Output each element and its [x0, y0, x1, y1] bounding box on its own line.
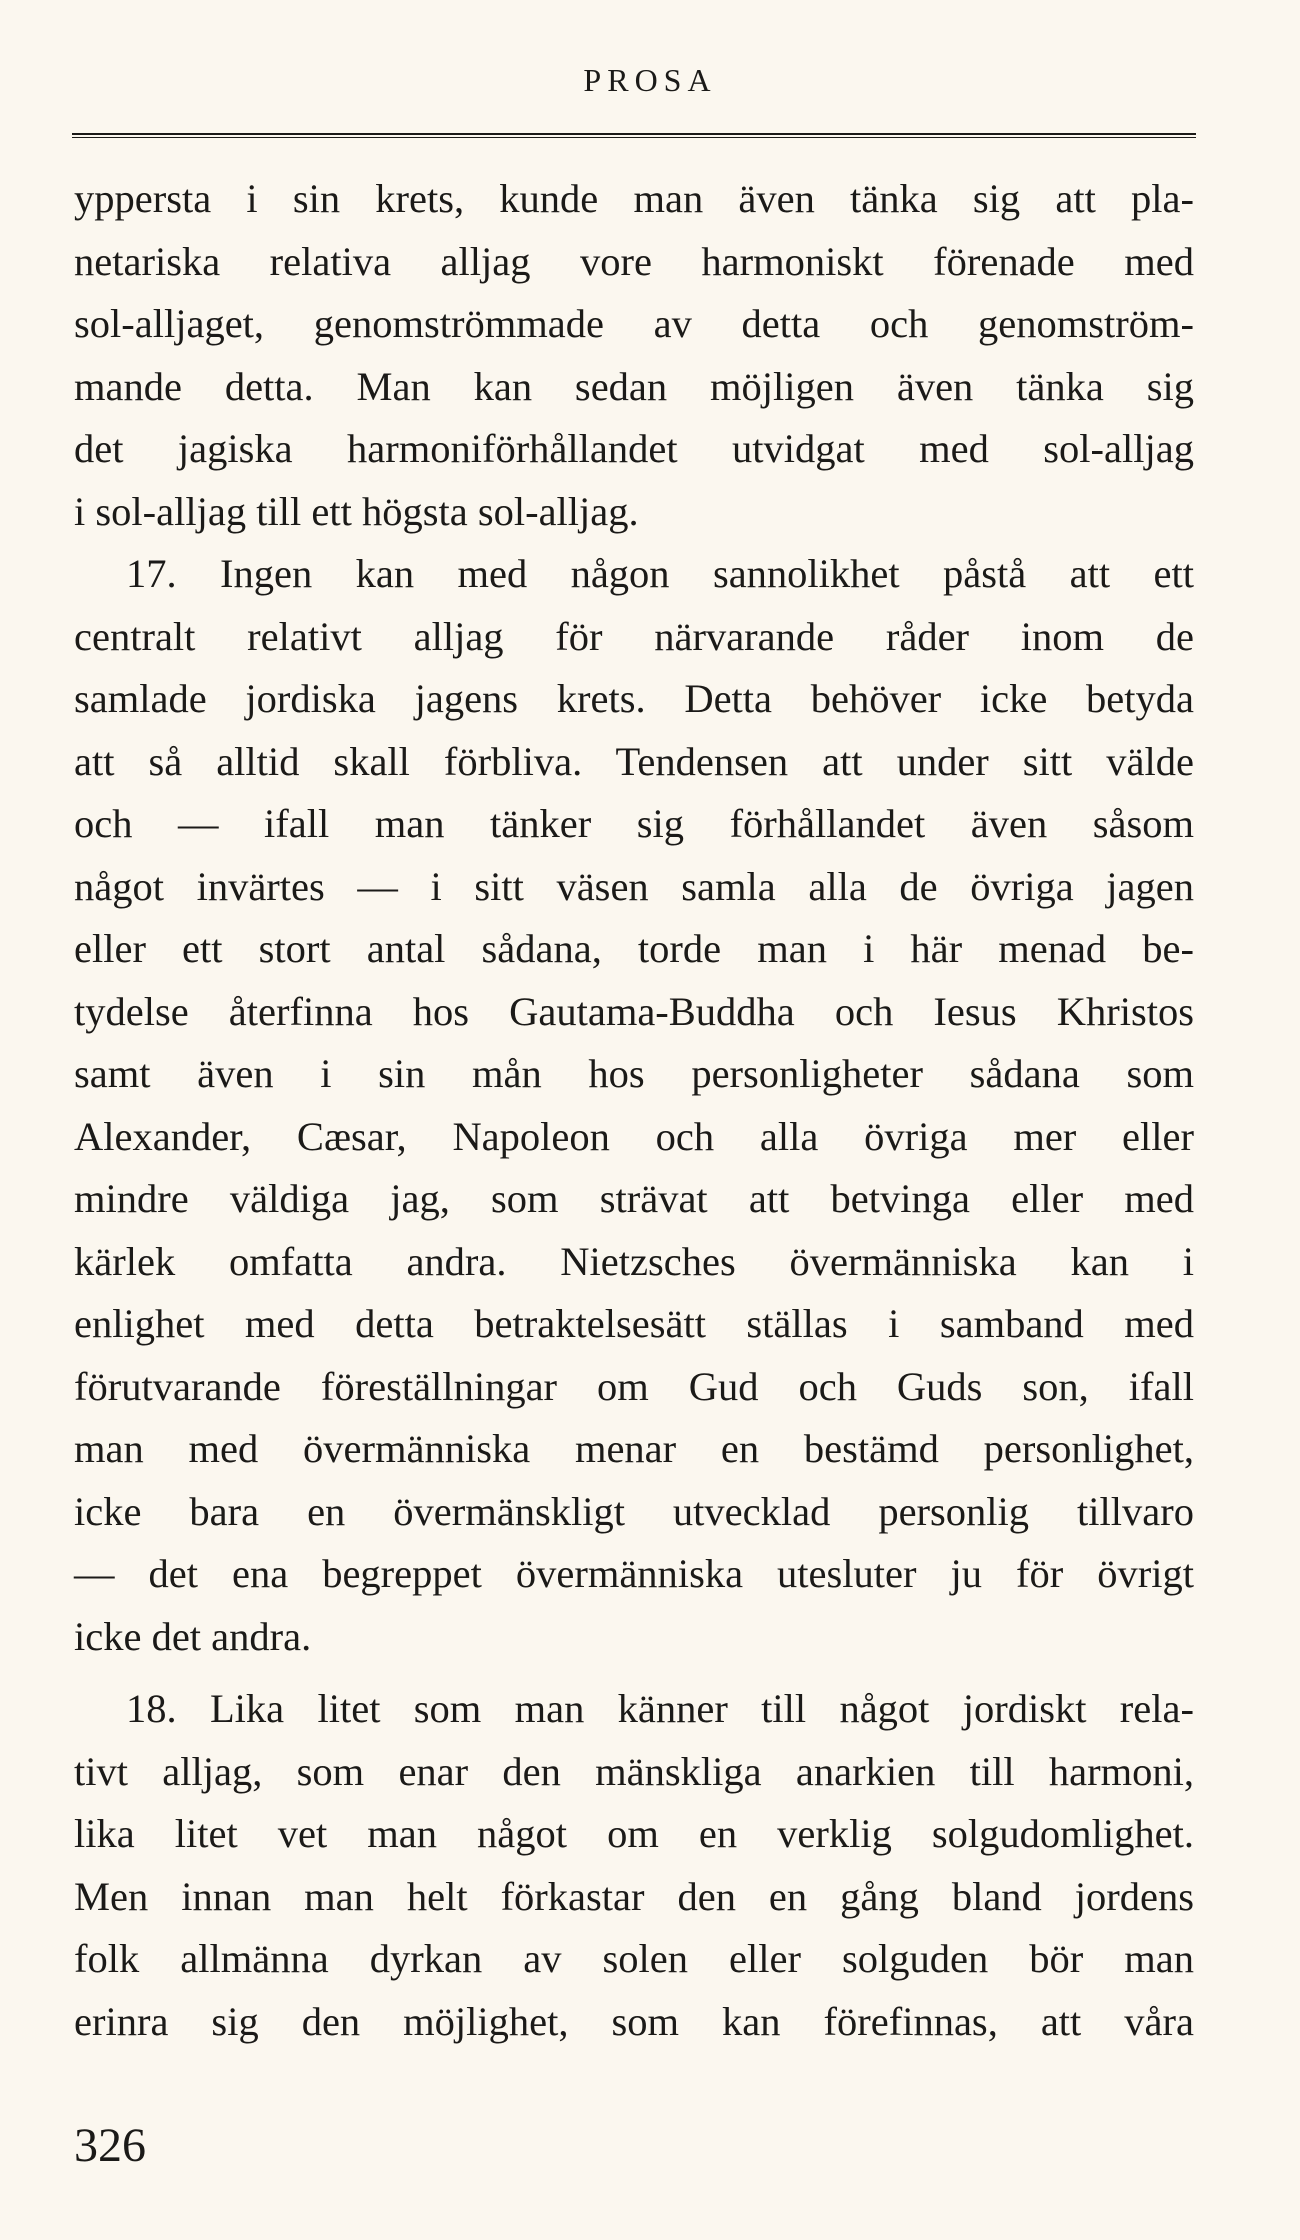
text-line: icke det andra. [74, 1613, 312, 1659]
text-line: att så alltid skall förbliva. Tendensen att under sitt välde [74, 738, 1194, 784]
text-line: centralt relativt alljag för närvarande råder inom de [74, 613, 1194, 659]
text-line: 17. Ingen kan med någon sannolikhet påstå att ett [126, 551, 1194, 596]
text-line: Men innan man helt förkastar den en gång bland jordens [74, 1873, 1194, 1919]
text-line: och — ifall man tänker sig förhållandet även såsom [74, 801, 1194, 846]
text-line: tydelse återfinna hos Gautama-Buddha och Iesus Khristos [74, 988, 1194, 1034]
text-line: 18. Lika litet som man känner till något jordiskt rela- [126, 1686, 1194, 1731]
text-line: Alexander, Cæsar, Napoleon och alla övriga mer eller [74, 1113, 1194, 1159]
paragraph-17 [74, 543, 1194, 1668]
text-line: mindre väldiga jag, som strävat att betvinga eller med [74, 1176, 1194, 1221]
header-rule [72, 133, 1196, 138]
text-line: sol-alljaget, genomströmmade av detta och genomström- [74, 301, 1194, 346]
paragraph-continuation [74, 168, 1194, 543]
text-line: samt även i sin mån hos personligheter sådana som [74, 1051, 1194, 1096]
text-line: — det ena begreppet övermänniska utesluter ju för övrigt [74, 1551, 1194, 1596]
text-line: tivt alljag, som enar den mänskliga anarkien till harmoni, [74, 1748, 1194, 1794]
text-line: förutvarande föreställningar om Gud och Guds son, ifall [74, 1363, 1194, 1409]
text-line: lika litet vet man något om en verklig solgudomlighet. [74, 1811, 1194, 1856]
text-line: enlighet med detta betraktelsesätt ställas i samband med [74, 1301, 1194, 1346]
text-line: yppersta i sin krets, kunde man även tänka sig att pla- [74, 176, 1194, 221]
text-line: det jagiska harmoniförhållandet utvidgat med sol-alljag [74, 426, 1194, 471]
text-line: något invärtes — i sitt väsen samla alla de övriga jagen [74, 863, 1194, 909]
text-line: erinra sig den möjlighet, som kan förefinnas, att våra [74, 1998, 1194, 2044]
text-line: samlade jordiska jagens krets. Detta behöver icke betyda [74, 676, 1194, 721]
text-line: netariska relativa alljag vore harmoniskt förenade med [74, 238, 1194, 284]
paragraph-18 [74, 1678, 1194, 2053]
page-number: 326 [74, 2119, 146, 2172]
body-text [74, 168, 1194, 2053]
text-line: man med övermänniska menar en bestämd personlighet, [74, 1426, 1194, 1471]
paragraph-spacer [74, 1668, 1194, 1678]
text-line: mande detta. Man kan sedan möjligen även tänka sig [74, 363, 1194, 409]
running-head: PROSA [583, 62, 717, 98]
text-line: eller ett stort antal sådana, torde man i här menad be- [74, 926, 1194, 971]
text-line: kärlek omfatta andra. Nietzsches övermänniska kan i [74, 1238, 1194, 1284]
text-line: i sol-alljag till ett högsta sol-alljag. [74, 488, 639, 534]
text-line: icke bara en övermänskligt utvecklad personlig tillvaro [74, 1488, 1194, 1534]
text-line: folk allmänna dyrkan av solen eller solguden bör man [74, 1936, 1194, 1981]
